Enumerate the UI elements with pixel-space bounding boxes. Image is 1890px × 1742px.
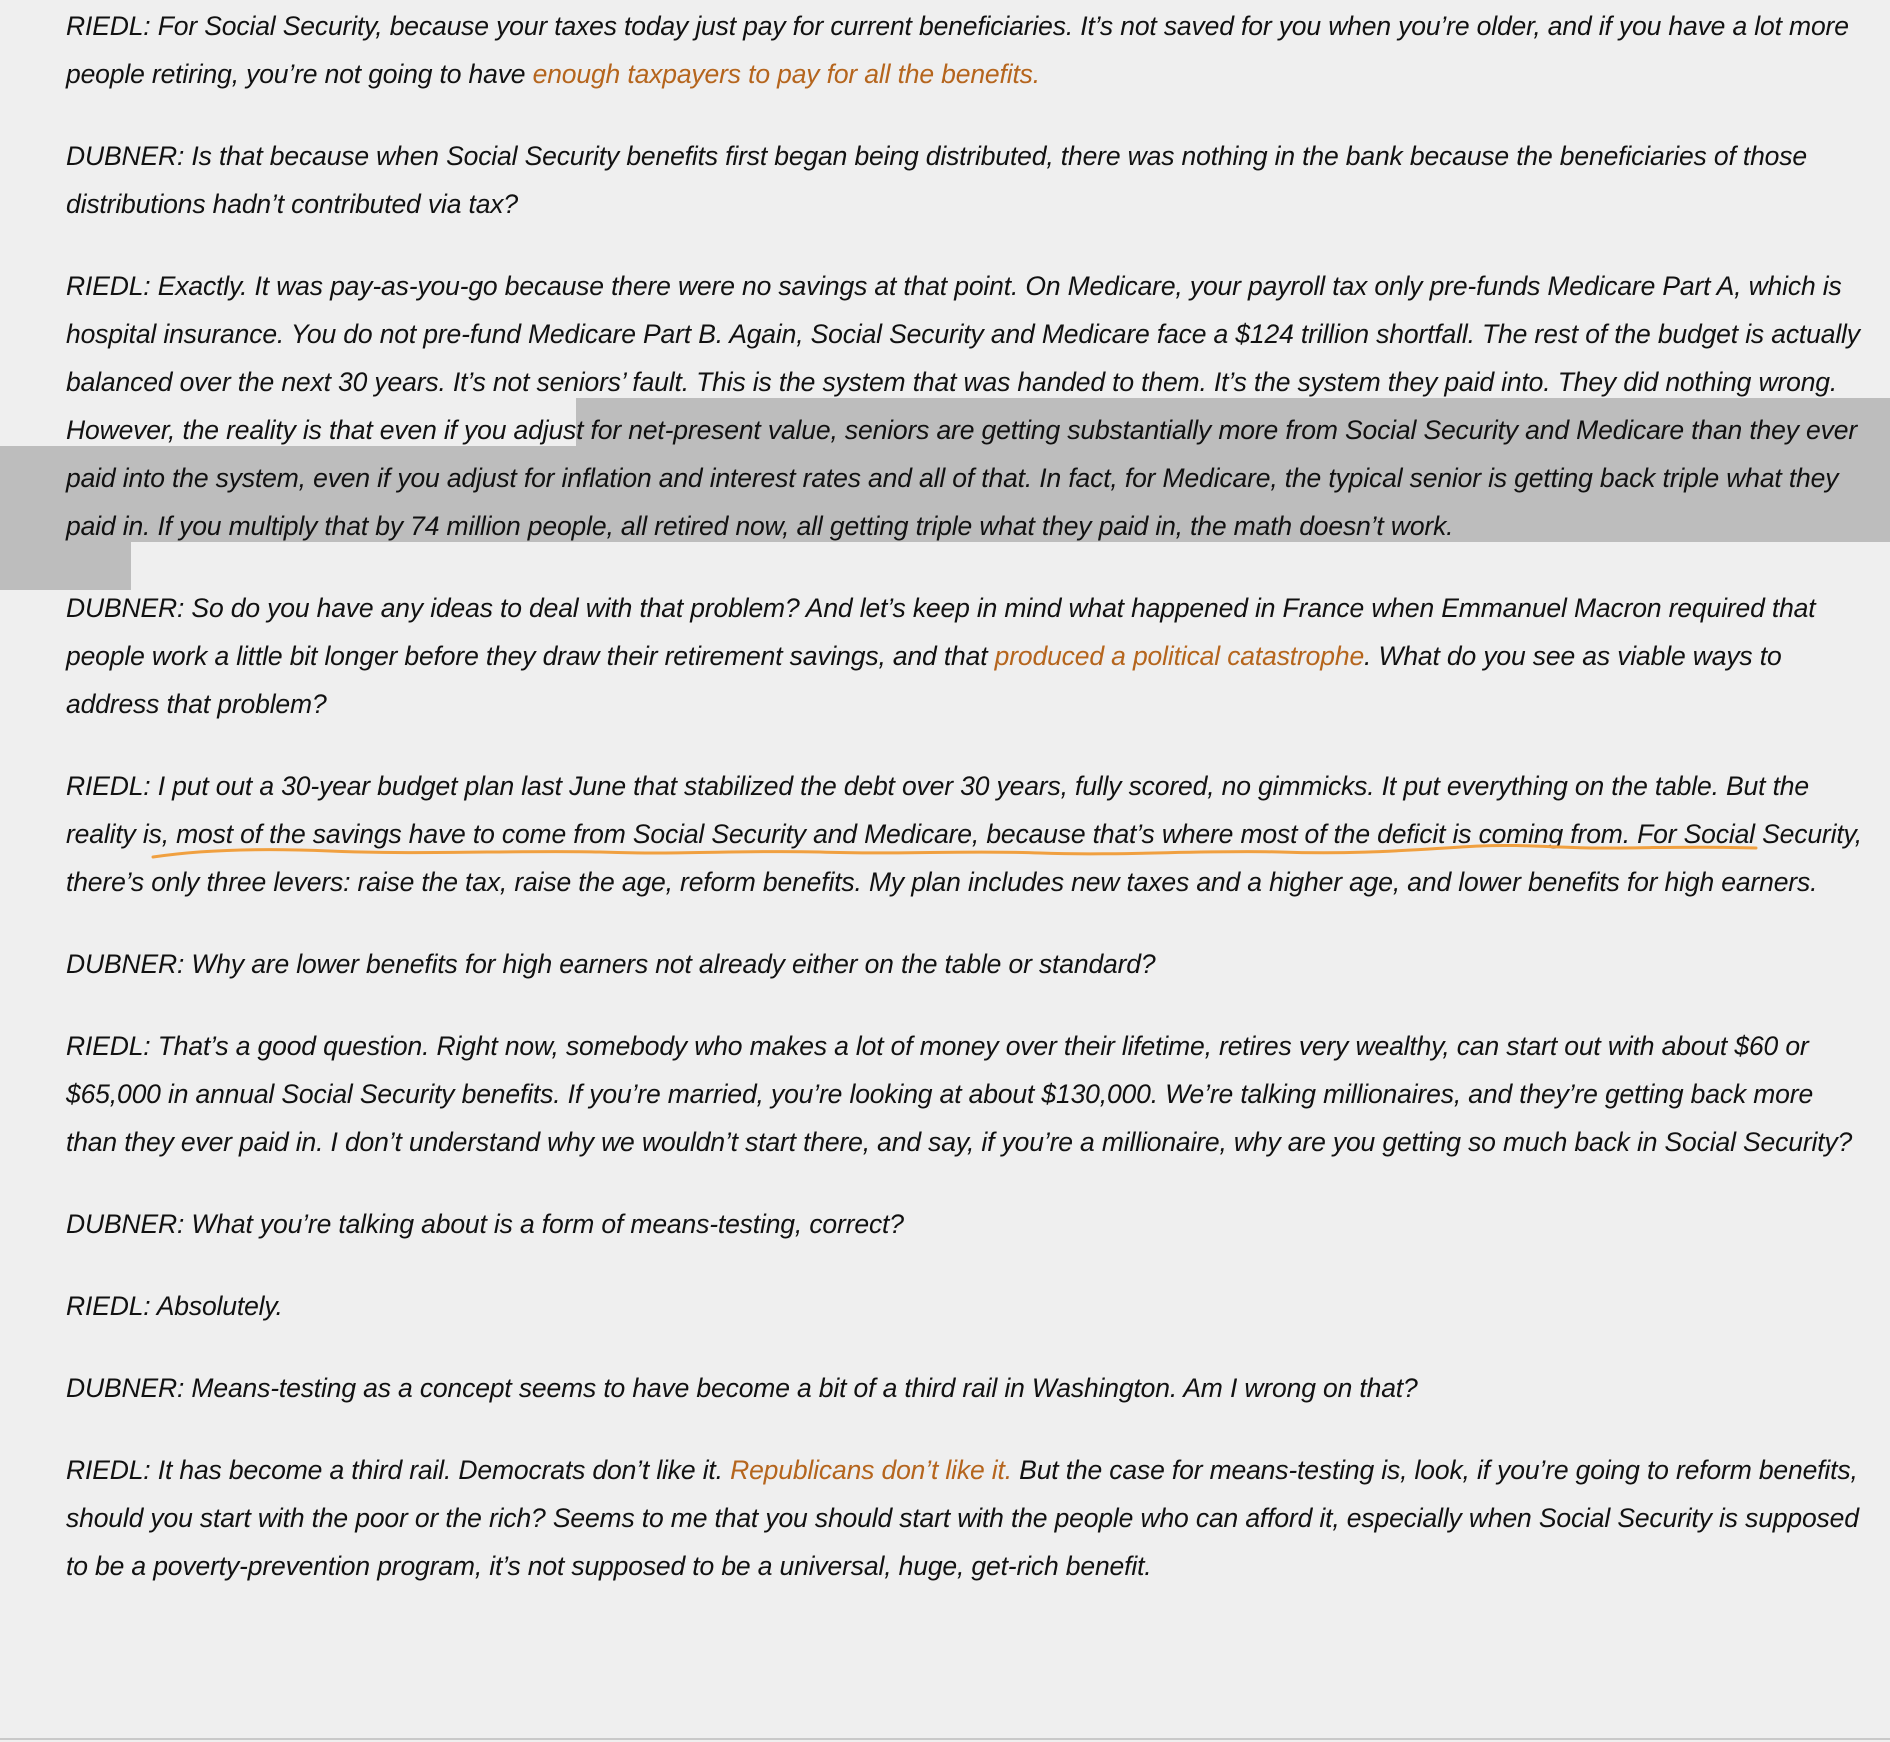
paragraph-text: Means-testing as a concept seems to have become a bit of a third rail in Washington. Am I wrong on that?	[184, 1373, 1418, 1403]
transcript-paragraph	[66, 762, 1866, 906]
transcript-paragraph	[66, 584, 1866, 728]
underlined-text[interactable]: I put out a 30-year budget plan last June that stabilized the debt over 30 years, fully scored, no gimmicks. It put everything on the table	[150, 771, 1712, 801]
paragraph-text: That’s a good question. Right now, somebody who makes a lot of money over their lifetime, retires very wealthy, can start out with about $60 or $65,000 in annual Social Security benefits. If you’re married, you’re looking at about $130,000. We’re talking millionaires, and they’re getting back more than they ever paid in. I don’t understand why we wouldn’t start there, and say, if you’re a millionaire, why are you getting so much back in Social Security?	[66, 1031, 1853, 1157]
transcript-paragraph	[66, 1446, 1866, 1590]
bottom-divider	[0, 1738, 1890, 1740]
speaker-label: DUBNER:	[66, 1373, 185, 1403]
transcript-paragraph	[66, 2, 1866, 98]
paragraph-text: Exactly. It was pay-as-you-go because there were no savings at that point. On Medicare, your payroll tax only pre-funds Medicare Part A, which is hospital insurance. You do not pre-fund Medicare Part B. Again, Social Security and Medicare face a $124 trillion shortfall. The rest of the budget is actually balanced over the next 30 years. It’s not seniors’ fault. This is the system that was handed to them. It’s the system they paid into. They did nothing wrong. However, the reality is that	[66, 271, 1860, 445]
paragraph-text: Why are lower benefits for high earners not already either on the table or standard?	[184, 949, 1156, 979]
paragraph-text: What you’re talking about is a form of means-testing, correct?	[184, 1209, 904, 1239]
article-link[interactable]: produced a political catastrophe	[994, 641, 1365, 671]
article-link[interactable]: enough taxpayers to pay for all the benefits.	[532, 59, 1040, 89]
speaker-label: DUBNER:	[66, 1209, 185, 1239]
paragraph-text: So do you have any ideas to deal with that problem? And let’s keep in mind what happened in France when Emmanuel Macron required that people work a little bit longer before they draw their retirement savings, and that	[66, 593, 1816, 671]
speaker-label: DUBNER:	[66, 593, 185, 623]
transcript-paragraph	[66, 1364, 1866, 1412]
transcript-paragraph	[66, 132, 1866, 228]
speaker-label: RIEDL:	[66, 1031, 151, 1061]
transcript	[66, 0, 1866, 1624]
transcript-paragraph	[66, 940, 1866, 988]
speaker-label: RIEDL:	[66, 1291, 151, 1321]
article-link[interactable]: Republicans don’t like it.	[730, 1455, 1012, 1485]
paragraph-text: . But the reality is, most of the savings have to come from Social Security and Medicare, because that’s where most of the deficit is coming from. For Social Security, there’s only three levers: raise the tax, raise the age, reform benefits. My plan includes new taxes and a higher age, and lower benefits for high earners.	[66, 771, 1862, 897]
paragraph-text: It has become a third rail. Democrats don’t like it.	[150, 1455, 731, 1485]
paragraph-text: . What do you see as viable ways to address that problem?	[66, 641, 1782, 719]
paragraph-text: For Social Security, because your taxes today just pay for current beneficiaries. It’s not saved for you when you’re older, and if you have a lot more people retiring, you’re not going to have	[66, 11, 1849, 89]
paragraph-text: Is that because when Social Security benefits first began being distributed, there was nothing in the bank because the beneficiaries of those distributions hadn’t contributed via tax?	[66, 141, 1807, 219]
speaker-label: RIEDL:	[66, 11, 151, 41]
transcript-paragraph	[66, 1282, 1866, 1330]
transcript-paragraph	[66, 262, 1866, 550]
highlighted-text[interactable]: even if you adjust for net-present value, seniors are getting substantially more from Social Security and Medicare than they ever paid into the system, even if you adjust for inflation and interest rates and all of that. In fact, for Medicare, the typical senior is getting back triple what they paid in. If you multiply that by 74 million people, all retired now, all getting triple what they paid in, the math doesn’t work.	[66, 415, 1857, 541]
paragraph-text: But the case for means-testing is, look, if you’re going to reform benefits, should you start with the poor or the rich? Seems to me that you should start with the people who can afford it, especially when Social Security is supposed to be a poverty-prevention program, it’s not supposed to be a universal, huge, get-rich benefit.	[66, 1455, 1859, 1581]
transcript-paragraph	[66, 1200, 1866, 1248]
speaker-label: DUBNER:	[66, 141, 185, 171]
speaker-label: RIEDL:	[66, 271, 151, 301]
paragraph-text: Absolutely.	[150, 1291, 283, 1321]
speaker-label: DUBNER:	[66, 949, 185, 979]
speaker-label: RIEDL:	[66, 771, 151, 801]
transcript-paragraph	[66, 1022, 1866, 1166]
speaker-label: RIEDL:	[66, 1455, 151, 1485]
